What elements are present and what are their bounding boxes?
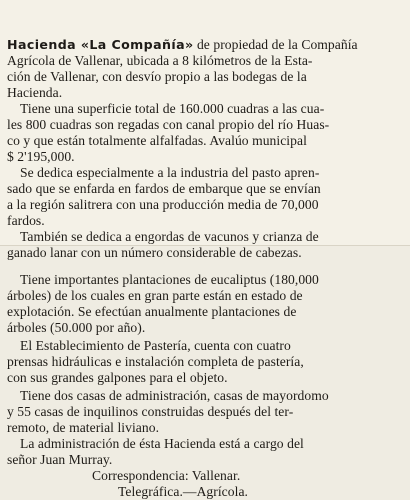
houses-line-1: Tiene dos casas de administración, casas de mayordomo (20, 388, 329, 403)
admin-line-2: señor Juan Murray. (7, 452, 113, 467)
industry-line-3: a la región salitrera con una producción media de 70,000 (7, 197, 319, 212)
intro-line-3: ción de Vallenar, con desvío propio a las bodegas de la (7, 69, 307, 84)
eucalyptus-line-4: árboles (50.000 por año). (7, 320, 146, 335)
correspondence-line: Correspondencia: Vallenar. (92, 468, 241, 483)
area-line-1: Tiene una superficie total de 160.000 cuadras a las cua- (20, 101, 325, 116)
industry-line-4: fardos. (7, 213, 45, 228)
estate-title: Hacienda «La Compañía» (7, 37, 194, 52)
cattle-line-1: También se dedica a engordas de vacunos y crianza de (20, 229, 319, 244)
pasteria-line-3: con sus grandes galpones para el objeto. (7, 370, 228, 385)
intro-line-1 (7, 37, 358, 52)
intro-line-4: Hacienda. (7, 85, 63, 100)
houses-line-3: remoto, de material liviano. (7, 420, 160, 435)
pasteria-line-2: prensas hidráulicas e instalación completa de pastería, (7, 354, 304, 369)
houses-line-2: y 55 casas de inquilinos construidas después del ter- (7, 404, 294, 419)
pasteria-line-1: El Establecimiento de Pastería, cuenta con cuatro (20, 338, 291, 353)
intro-line-1-rest: de propiedad de la Compañía (193, 37, 358, 52)
eucalyptus-line-1: Tiene importantes plantaciones de eucaliptus (180,000 (20, 272, 319, 287)
eucalyptus-line-3: explotación. Se efectúan anualmente plantaciones de (7, 304, 297, 319)
eucalyptus-line-2: árboles) de los cuales en gran parte están en estado de (7, 288, 303, 303)
cattle-line-2: ganado lanar con un número considerable de cabezas. (7, 245, 302, 260)
industry-line-1: Se dedica especialmente a la industria del pasto apren- (20, 165, 320, 180)
industry-line-2: sado que se enfarda en fardos de embarque que se envían (7, 181, 321, 196)
telegraph-line: Telegráfica.—Agrícola. (118, 484, 248, 499)
area-line-3: co y que están totalmente alfalfadas. Avalúo municipal (7, 133, 307, 148)
area-line-4: $ 2'195,000. (7, 149, 75, 164)
intro-line-2: Agrícola de Vallenar, ubicada a 8 kilómetros de la Esta- (7, 53, 313, 68)
area-line-2: les 800 cuadras son regadas con canal propio del río Huas- (7, 117, 330, 132)
admin-line-1: La administración de ésta Hacienda está a cargo del (20, 436, 304, 451)
